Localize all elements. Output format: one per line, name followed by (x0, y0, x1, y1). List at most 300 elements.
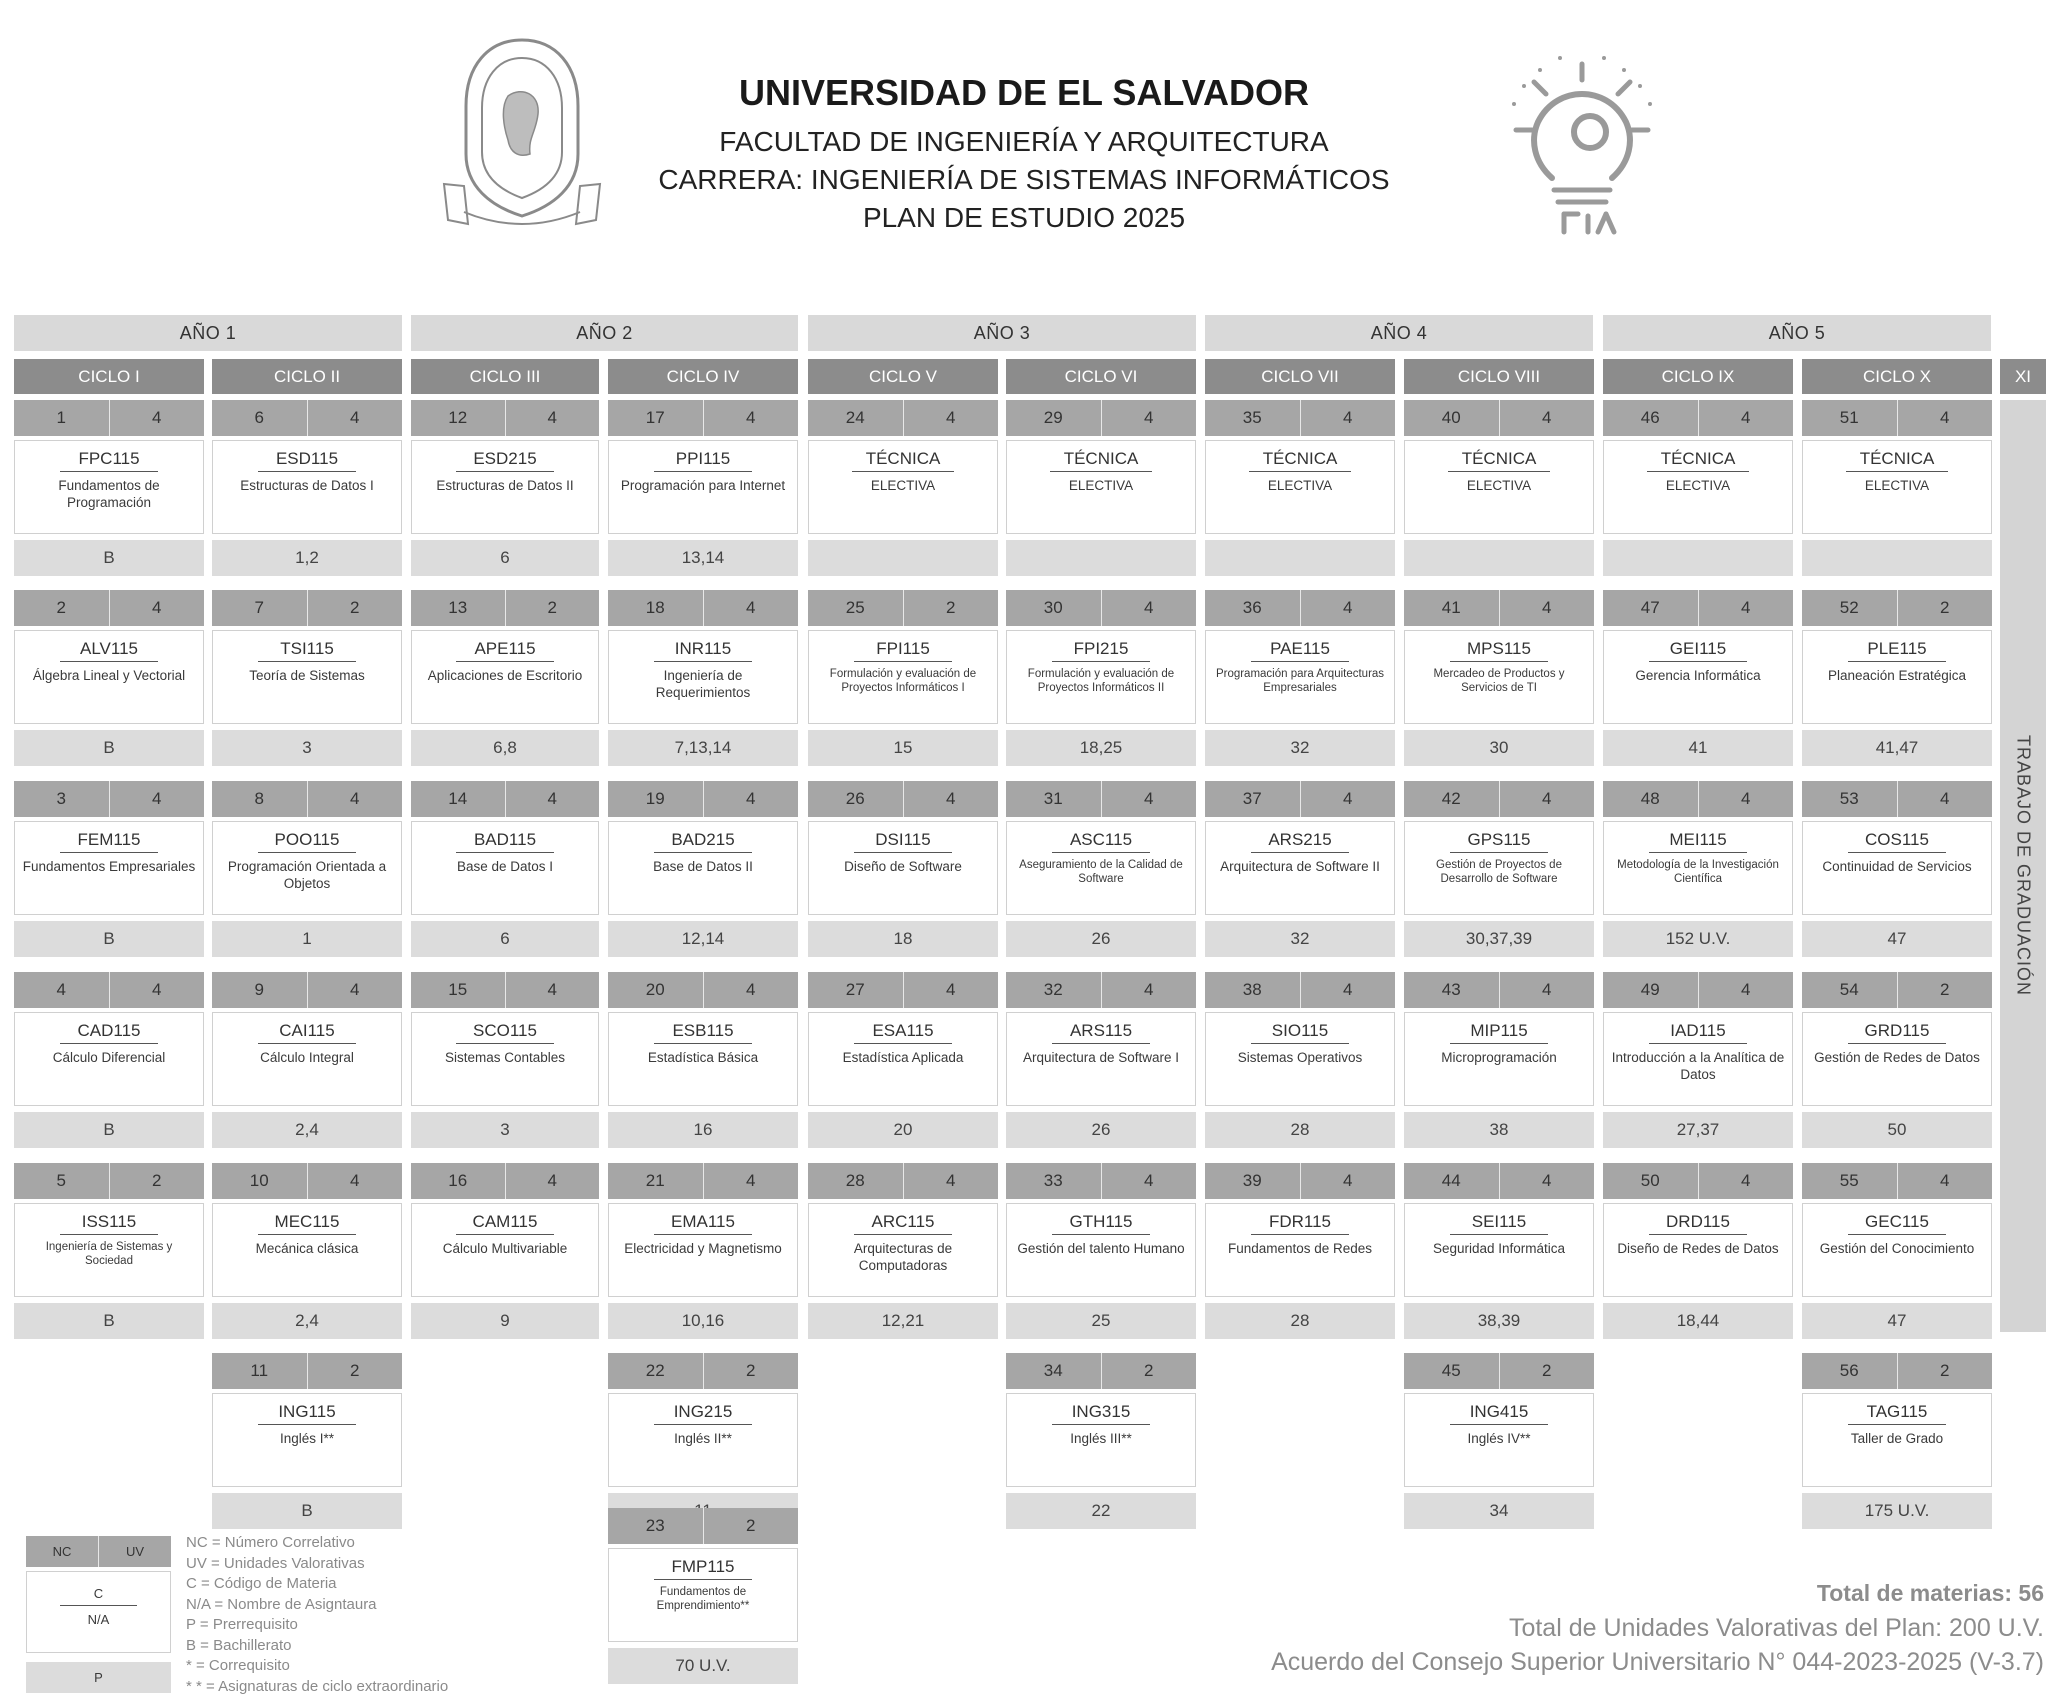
value-units: 4 (1301, 590, 1396, 626)
legend-line: NC = Número Correlativo (186, 1533, 448, 1554)
correlative-number: 52 (1802, 590, 1898, 626)
subject-card (808, 821, 998, 915)
value-units: 4 (1301, 400, 1396, 436)
subject-code: GRD115 (1848, 1021, 1946, 1044)
legend-descriptions (186, 1533, 448, 1697)
nc-uv-bar (14, 400, 204, 436)
correlative-number: 35 (1205, 400, 1301, 436)
value-units: 4 (704, 781, 799, 817)
subject-code: FPI215 (1052, 639, 1150, 662)
value-units: 4 (1102, 781, 1197, 817)
prerequisite-bar: 47 (1802, 921, 1992, 957)
subject-name: Base de Datos II (616, 858, 791, 875)
subject-name: Taller de Grado (1810, 1430, 1985, 1447)
subject-name: ELECTIVA (1213, 477, 1388, 494)
subject-card (608, 1203, 798, 1297)
nc-uv-bar (1404, 972, 1594, 1008)
nc-uv-bar (1404, 1163, 1594, 1199)
subject-name: Programación Orientada a Objetos (220, 858, 395, 892)
nc-uv-bar (608, 972, 798, 1008)
correlative-number: 45 (1404, 1353, 1500, 1389)
career-title: CARRERA: INGENIERÍA DE SISTEMAS INFORMÁTICOS (0, 164, 2048, 196)
nc-uv-bar (808, 590, 998, 626)
subject-card (608, 821, 798, 915)
prerequisite-bar: 30 (1404, 730, 1594, 766)
plan-title: PLAN DE ESTUDIO 2025 (0, 202, 2048, 234)
cycle-header: CICLO IX (1603, 359, 1793, 394)
subject-card (212, 821, 402, 915)
correlative-number: 15 (411, 972, 506, 1008)
subject-card (1006, 1203, 1196, 1297)
correlative-number: 6 (212, 400, 308, 436)
correlative-number: 34 (1006, 1353, 1102, 1389)
value-units: 4 (308, 400, 403, 436)
subject-card (14, 440, 204, 534)
subject-code: DRD115 (1649, 1212, 1747, 1235)
subject-code: EMA115 (654, 1212, 752, 1235)
subject-name: Fundamentos de Redes (1213, 1240, 1388, 1257)
subject-name: Sistemas Operativos (1213, 1049, 1388, 1066)
subject-name: Cálculo Integral (220, 1049, 395, 1066)
agreement-note: Acuerdo del Consejo Superior Universitario N° 044-2023-2025 (V-3.7) (1271, 1648, 2044, 1677)
subject-name: Microprogramación (1412, 1049, 1587, 1066)
subject-card (212, 1012, 402, 1106)
subject-card (411, 630, 599, 724)
subject-code: CAD115 (60, 1021, 158, 1044)
subject-card (14, 1203, 204, 1297)
nc-uv-bar (212, 781, 402, 817)
subject-name: Aplicaciones de Escritorio (418, 667, 593, 684)
nc-uv-bar (1802, 1353, 1992, 1389)
prerequisite-bar: 32 (1205, 921, 1395, 957)
subject-code: APE115 (456, 639, 554, 662)
subject-card (808, 630, 998, 724)
correlative-number: 53 (1802, 781, 1898, 817)
correlative-number: 14 (411, 781, 506, 817)
subject-card (1802, 821, 1992, 915)
prerequisite-bar: 175 U.V. (1802, 1493, 1992, 1529)
nc-uv-bar (1404, 1353, 1594, 1389)
total-uv: Total de Unidades Valorativas del Plan: 200 U.V. (1509, 1614, 2044, 1643)
legend-line: B = Bachillerato (186, 1636, 448, 1657)
correlative-number: 24 (808, 400, 904, 436)
correlative-number: 42 (1404, 781, 1500, 817)
year-header-2: AÑO 2 (411, 315, 798, 351)
value-units: 4 (1102, 400, 1197, 436)
prerequisite-bar (808, 540, 998, 576)
correlative-number: 55 (1802, 1163, 1898, 1199)
prerequisite-bar: B (14, 730, 204, 766)
correlative-number: 21 (608, 1163, 704, 1199)
subject-code: TAG115 (1848, 1402, 1946, 1425)
value-units: 4 (1301, 781, 1396, 817)
subject-name: Ingeniería de Requerimientos (616, 667, 791, 701)
subject-code: CAM115 (456, 1212, 554, 1235)
subject-card (808, 1012, 998, 1106)
correlative-number: 9 (212, 972, 308, 1008)
legend-line: C = Código de Materia (186, 1574, 448, 1595)
subject-code: ESD115 (258, 449, 356, 472)
subject-card (1205, 821, 1395, 915)
correlative-number: 48 (1603, 781, 1699, 817)
subject-card (1006, 1012, 1196, 1106)
cycle-header: CICLO II (212, 359, 402, 394)
nc-uv-bar (608, 590, 798, 626)
subject-card (608, 1548, 798, 1642)
subject-name: Álgebra Lineal y Vectorial (22, 667, 197, 684)
subject-code: SCO115 (456, 1021, 554, 1044)
value-units: 4 (904, 400, 999, 436)
prerequisite-bar: 38 (1404, 1112, 1594, 1148)
subject-name: Programación para Internet (616, 477, 791, 494)
subject-code: FMP115 (654, 1557, 752, 1580)
value-units: 4 (1699, 400, 1794, 436)
subject-card (1802, 1393, 1992, 1487)
value-units: 4 (1500, 400, 1595, 436)
value-units: 4 (1102, 1163, 1197, 1199)
subject-card (1404, 1393, 1594, 1487)
subject-name: ELECTIVA (1412, 477, 1587, 494)
nc-uv-bar (1205, 972, 1395, 1008)
subject-name: Estructuras de Datos I (220, 477, 395, 494)
subject-code: GTH115 (1052, 1212, 1150, 1235)
subject-card (411, 1012, 599, 1106)
nc-uv-bar (1802, 400, 1992, 436)
prerequisite-bar: 32 (1205, 730, 1395, 766)
subject-name: Diseño de Redes de Datos (1611, 1240, 1786, 1257)
subject-card (808, 440, 998, 534)
subject-code: ESB115 (654, 1021, 752, 1044)
subject-name: ELECTIVA (1611, 477, 1786, 494)
prerequisite-bar: 1 (212, 921, 402, 957)
subject-name: Ingeniería de Sistemas y Sociedad (22, 1240, 197, 1268)
subject-name: Teoría de Sistemas (220, 667, 395, 684)
subject-name: Gestión de Proyectos de Desarrollo de Software (1412, 858, 1587, 886)
cycle-header: CICLO III (411, 359, 599, 394)
subject-code: MEC115 (258, 1212, 356, 1235)
value-units: 2 (904, 590, 999, 626)
prerequisite-bar: 70 U.V. (608, 1648, 798, 1684)
nc-uv-bar (608, 1508, 798, 1544)
correlative-number: 44 (1404, 1163, 1500, 1199)
subject-card (212, 630, 402, 724)
subject-card (1205, 1012, 1395, 1106)
subject-card (1603, 821, 1793, 915)
correlative-number: 23 (608, 1508, 704, 1544)
subject-card (1404, 1012, 1594, 1106)
prerequisite-bar (1603, 540, 1793, 576)
subject-name: Inglés IV** (1412, 1430, 1587, 1447)
cycle-header: CICLO VI (1006, 359, 1196, 394)
subject-code: ESA115 (854, 1021, 952, 1044)
value-units: 4 (704, 1163, 799, 1199)
prerequisite-bar: 15 (808, 730, 998, 766)
subject-code: DSI115 (854, 830, 952, 853)
correlative-number: 13 (411, 590, 506, 626)
prerequisite-bar: B (14, 921, 204, 957)
prerequisite-bar: 47 (1802, 1303, 1992, 1339)
subject-code: ALV115 (60, 639, 158, 662)
value-units: 4 (308, 1163, 403, 1199)
correlative-number: 47 (1603, 590, 1699, 626)
nc-uv-bar (1603, 972, 1793, 1008)
correlative-number: 29 (1006, 400, 1102, 436)
subject-code: COS115 (1848, 830, 1946, 853)
subject-card (14, 1012, 204, 1106)
value-units: 2 (308, 590, 403, 626)
cycle-header: CICLO X (1802, 359, 1992, 394)
subject-card (1205, 1203, 1395, 1297)
legend-nc: NC (26, 1536, 99, 1567)
value-units: 4 (904, 972, 999, 1008)
cycle-header: CICLO IV (608, 359, 798, 394)
correlative-number: 25 (808, 590, 904, 626)
correlative-number: 17 (608, 400, 704, 436)
value-units: 4 (308, 781, 403, 817)
subject-card (608, 1012, 798, 1106)
subject-name: Inglés III** (1014, 1430, 1189, 1447)
nc-uv-bar (411, 972, 599, 1008)
nc-uv-bar (411, 781, 599, 817)
nc-uv-bar (1603, 590, 1793, 626)
subject-name: Continuidad de Servicios (1810, 858, 1985, 875)
subject-name: Mecánica clásica (220, 1240, 395, 1257)
correlative-number: 50 (1603, 1163, 1699, 1199)
value-units: 4 (1102, 972, 1197, 1008)
subject-code: FPC115 (60, 449, 158, 472)
correlative-number: 40 (1404, 400, 1500, 436)
subject-name: Arquitectura de Software I (1014, 1049, 1189, 1066)
nc-uv-bar (1404, 400, 1594, 436)
value-units: 4 (110, 781, 205, 817)
subject-card (1404, 821, 1594, 915)
prerequisite-bar: B (14, 1112, 204, 1148)
subject-name: Fundamentos de Emprendimiento** (616, 1585, 791, 1613)
prerequisite-bar: 34 (1404, 1493, 1594, 1529)
subject-code: MEI115 (1649, 830, 1747, 853)
nc-uv-bar (212, 1163, 402, 1199)
nc-uv-bar (1006, 400, 1196, 436)
value-units: 2 (506, 590, 600, 626)
prerequisite-bar (1205, 540, 1395, 576)
correlative-number: 33 (1006, 1163, 1102, 1199)
subject-name: Estadística Básica (616, 1049, 791, 1066)
correlative-number: 7 (212, 590, 308, 626)
subject-name: Inglés II** (616, 1430, 791, 1447)
legend-code: C (60, 1586, 137, 1606)
subject-code: PPI115 (654, 449, 752, 472)
subject-code: TÉCNICA (1846, 449, 1949, 472)
prerequisite-bar: 10,16 (608, 1303, 798, 1339)
subject-card (1006, 821, 1196, 915)
subject-code: TÉCNICA (1448, 449, 1551, 472)
subject-card (212, 440, 402, 534)
correlative-number: 16 (411, 1163, 506, 1199)
subject-code: ING315 (1052, 1402, 1150, 1425)
prerequisite-bar: 3 (212, 730, 402, 766)
correlative-number: 20 (608, 972, 704, 1008)
value-units: 2 (704, 1353, 799, 1389)
subject-code: ARS115 (1052, 1021, 1150, 1044)
subject-code: CAI115 (258, 1021, 356, 1044)
subject-card (1006, 1393, 1196, 1487)
prerequisite-bar: 26 (1006, 1112, 1196, 1148)
nc-uv-bar (411, 1163, 599, 1199)
subject-name: Estadística Aplicada (816, 1049, 991, 1066)
thesis-column (2000, 400, 2046, 1332)
subject-code: PLE115 (1848, 639, 1946, 662)
value-units: 4 (1898, 400, 1993, 436)
subject-name: Gerencia Informática (1611, 667, 1786, 684)
value-units: 4 (1699, 972, 1794, 1008)
correlative-number: 22 (608, 1353, 704, 1389)
nc-uv-bar (411, 590, 599, 626)
prerequisite-bar: 12,21 (808, 1303, 998, 1339)
subject-card (1603, 1012, 1793, 1106)
subject-code: PAE115 (1251, 639, 1349, 662)
prerequisite-bar: 7,13,14 (608, 730, 798, 766)
cycle-header: CICLO VIII (1404, 359, 1594, 394)
subject-name: Cálculo Diferencial (22, 1049, 197, 1066)
prerequisite-bar (1404, 540, 1594, 576)
subject-name: Gestión del talento Humano (1014, 1240, 1189, 1257)
subject-name: Arquitectura de Software II (1213, 858, 1388, 875)
correlative-number: 11 (212, 1353, 308, 1389)
subject-name: Cálculo Multivariable (418, 1240, 593, 1257)
year-header-4: AÑO 4 (1205, 315, 1593, 351)
value-units: 4 (904, 781, 999, 817)
nc-uv-bar (1006, 781, 1196, 817)
value-units: 2 (1898, 1353, 1993, 1389)
nc-uv-bar (212, 1353, 402, 1389)
correlative-number: 5 (14, 1163, 110, 1199)
correlative-number: 1 (14, 400, 110, 436)
nc-uv-bar (608, 1163, 798, 1199)
subject-code: ARS215 (1251, 830, 1349, 853)
cycle-header: CICLO VII (1205, 359, 1395, 394)
subject-card (608, 1393, 798, 1487)
correlative-number: 51 (1802, 400, 1898, 436)
correlative-number: 43 (1404, 972, 1500, 1008)
correlative-number: 38 (1205, 972, 1301, 1008)
legend-line: * * = Asignaturas de ciclo extraordinario (186, 1677, 448, 1697)
prerequisite-bar: 41,47 (1802, 730, 1992, 766)
subject-name: Programación para Arquitecturas Empresariales (1213, 667, 1388, 695)
value-units: 2 (1898, 590, 1993, 626)
nc-uv-bar (1802, 781, 1992, 817)
correlative-number: 28 (808, 1163, 904, 1199)
subject-code: FDR115 (1251, 1212, 1349, 1235)
subject-name: Sistemas Contables (418, 1049, 593, 1066)
subject-card (1205, 630, 1395, 724)
nc-uv-bar (1802, 590, 1992, 626)
subject-card (14, 630, 204, 724)
subject-name: Seguridad Informática (1412, 1240, 1587, 1257)
correlative-number: 12 (411, 400, 506, 436)
prerequisite-bar: 6,8 (411, 730, 599, 766)
subject-code: TÉCNICA (1249, 449, 1352, 472)
subject-code: ARC115 (854, 1212, 952, 1235)
nc-uv-bar (1205, 781, 1395, 817)
nc-uv-bar (608, 400, 798, 436)
subject-code: ING415 (1450, 1402, 1548, 1425)
correlative-number: 54 (1802, 972, 1898, 1008)
prerequisite-bar (1006, 540, 1196, 576)
subject-card (1404, 440, 1594, 534)
correlative-number: 56 (1802, 1353, 1898, 1389)
value-units: 4 (506, 781, 600, 817)
value-units: 4 (110, 400, 205, 436)
prerequisite-bar: 30,37,39 (1404, 921, 1594, 957)
subject-name: Introducción a la Analítica de Datos (1611, 1049, 1786, 1083)
value-units: 4 (308, 972, 403, 1008)
subject-code: GEI115 (1649, 639, 1747, 662)
nc-uv-bar (808, 972, 998, 1008)
subject-card (212, 1203, 402, 1297)
subject-code: TÉCNICA (1050, 449, 1153, 472)
value-units: 2 (110, 1163, 205, 1199)
subject-name: Inglés I** (220, 1430, 395, 1447)
subject-name: Gestión de Redes de Datos (1810, 1049, 1985, 1066)
correlative-number: 18 (608, 590, 704, 626)
prerequisite-bar: 50 (1802, 1112, 1992, 1148)
subject-name: ELECTIVA (1810, 477, 1985, 494)
subject-name: Fundamentos de Programación (22, 477, 197, 511)
subject-card (808, 1203, 998, 1297)
prerequisite-bar: 16 (608, 1112, 798, 1148)
nc-uv-bar (1802, 972, 1992, 1008)
year-header-3: AÑO 3 (808, 315, 1196, 351)
prerequisite-bar: 2,4 (212, 1303, 402, 1339)
subject-card (1205, 440, 1395, 534)
prerequisite-bar: 3 (411, 1112, 599, 1148)
value-units: 4 (1699, 590, 1794, 626)
legend-nc-uv (26, 1536, 171, 1567)
subject-card (1603, 1203, 1793, 1297)
value-units: 4 (1500, 781, 1595, 817)
legend-line: * = Correquisito (186, 1656, 448, 1677)
subject-card (411, 821, 599, 915)
value-units: 2 (308, 1353, 403, 1389)
nc-uv-bar (212, 400, 402, 436)
nc-uv-bar (1006, 1163, 1196, 1199)
nc-uv-bar (212, 590, 402, 626)
year-header-1: AÑO 1 (14, 315, 402, 351)
subject-card (1802, 1203, 1992, 1297)
subject-card (1006, 440, 1196, 534)
value-units: 4 (506, 972, 600, 1008)
prerequisite-bar: 18 (808, 921, 998, 957)
subject-name: Mercadeo de Productos y Servicios de TI (1412, 667, 1587, 695)
correlative-number: 39 (1205, 1163, 1301, 1199)
correlative-number: 30 (1006, 590, 1102, 626)
subject-card (1603, 630, 1793, 724)
subject-code: GEC115 (1848, 1212, 1946, 1235)
nc-uv-bar (608, 781, 798, 817)
nc-uv-bar (1205, 1163, 1395, 1199)
value-units: 4 (704, 400, 799, 436)
value-units: 4 (904, 1163, 999, 1199)
nc-uv-bar (1006, 590, 1196, 626)
nc-uv-bar (1603, 400, 1793, 436)
prerequisite-bar: B (14, 1303, 204, 1339)
subject-card (1802, 440, 1992, 534)
subject-code: ING115 (258, 1402, 356, 1425)
subject-name: ELECTIVA (1014, 477, 1189, 494)
prerequisite-bar: 6 (411, 921, 599, 957)
value-units: 4 (1102, 590, 1197, 626)
correlative-number: 49 (1603, 972, 1699, 1008)
